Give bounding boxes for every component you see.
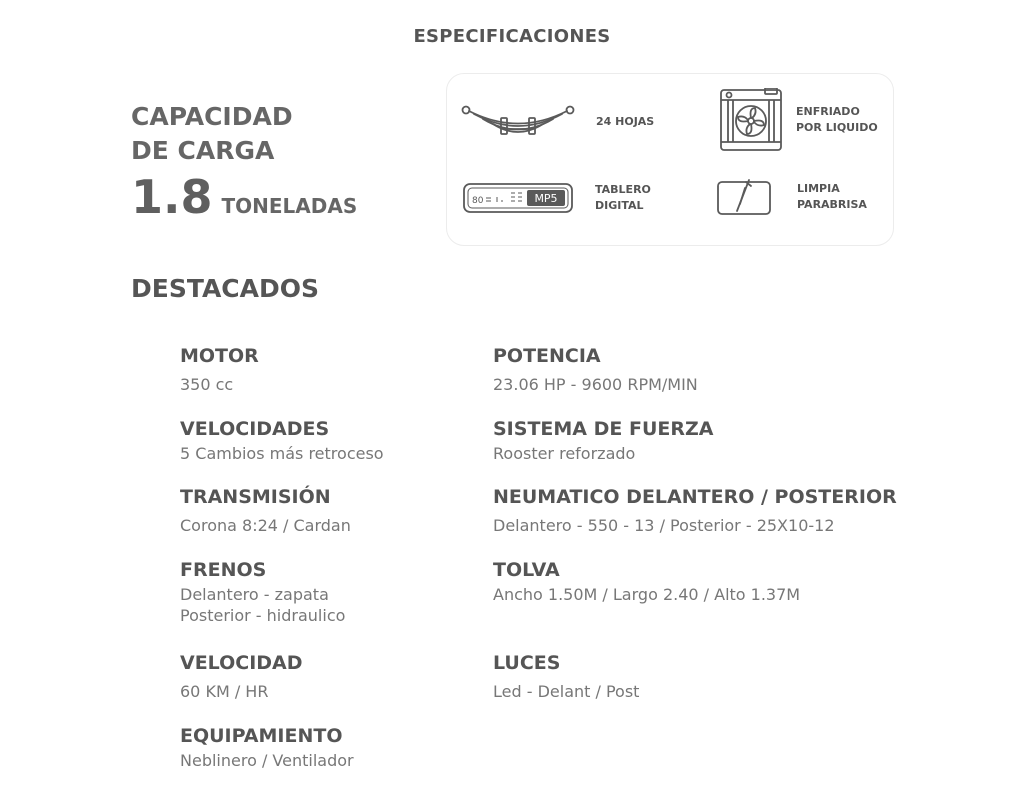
digital-dashboard-icon xyxy=(463,183,573,213)
radiator-icon xyxy=(719,88,783,152)
feature-wiper xyxy=(716,178,867,216)
feature-dashboard-label: TABLERO DIGITAL xyxy=(595,183,651,212)
spec-neumatico xyxy=(493,485,913,536)
spec-value: 60 KM / HR xyxy=(180,682,269,701)
spec-label: LUCES xyxy=(493,652,561,674)
feature-dashboard xyxy=(463,182,651,214)
spec-label: FRENOS xyxy=(180,559,267,581)
spec-label: TOLVA xyxy=(493,559,560,581)
highlights-title: DESTACADOS xyxy=(131,274,320,303)
leaf-spring-icon xyxy=(461,104,575,140)
spec-value: Delantero - zapata Posterior - hidraulico xyxy=(180,585,346,625)
feature-radiator xyxy=(719,88,878,152)
capacity-unit: TONELADAS xyxy=(221,194,358,218)
spec-value: 350 cc xyxy=(180,375,234,394)
load-capacity xyxy=(131,100,357,224)
spec-label: MOTOR xyxy=(180,345,259,367)
spec-sistema-fuerza xyxy=(493,417,913,464)
spec-label: NEUMATICO DELANTERO / POSTERIOR xyxy=(493,486,897,508)
spec-value: Led - Delant / Post xyxy=(493,682,640,701)
svg-text:MP5: MP5 xyxy=(534,192,558,205)
spec-value: 5 Cambios más retroceso xyxy=(180,444,384,463)
spec-value: Corona 8:24 / Cardan xyxy=(180,516,351,535)
capacity-value-row xyxy=(131,170,357,224)
features-card xyxy=(446,73,894,246)
spec-potencia xyxy=(493,344,913,395)
feature-wiper-label: LIMPIA PARABRISA xyxy=(797,182,867,211)
spec-label: VELOCIDAD xyxy=(180,652,303,674)
windshield-wiper-icon xyxy=(716,178,772,216)
page-title: ESPECIFICACIONES xyxy=(413,26,611,47)
spec-value: Neblinero / Ventilador xyxy=(180,751,354,770)
spec-equipamiento xyxy=(180,724,600,771)
spec-tolva xyxy=(493,558,913,605)
spec-label: POTENCIA xyxy=(493,345,601,367)
spec-luces xyxy=(493,651,913,702)
capacity-title-line2: DE CARGA xyxy=(131,136,275,165)
capacity-value: 1.8 xyxy=(131,170,213,224)
svg-text:80: 80 xyxy=(472,196,484,206)
capacity-title-line1: CAPACIDAD xyxy=(131,102,293,131)
feature-leaf-spring xyxy=(461,104,654,140)
spec-label: SISTEMA DE FUERZA xyxy=(493,418,714,440)
spec-label: EQUIPAMIENTO xyxy=(180,725,343,747)
feature-leaf-spring-label: 24 HOJAS xyxy=(596,115,655,128)
spec-label: VELOCIDADES xyxy=(180,418,330,440)
spec-value: 23.06 HP - 9600 RPM/MIN xyxy=(493,375,698,394)
feature-radiator-label: ENFRIADO POR LIQUIDO xyxy=(796,105,878,134)
spec-value: Ancho 1.50M / Largo 2.40 / Alto 1.37M xyxy=(493,585,801,604)
spec-value: Rooster reforzado xyxy=(493,444,636,463)
spec-value: Delantero - 550 - 13 / Posterior - 25X10-12 xyxy=(493,516,835,535)
spec-label: TRANSMISIÓN xyxy=(180,486,331,508)
